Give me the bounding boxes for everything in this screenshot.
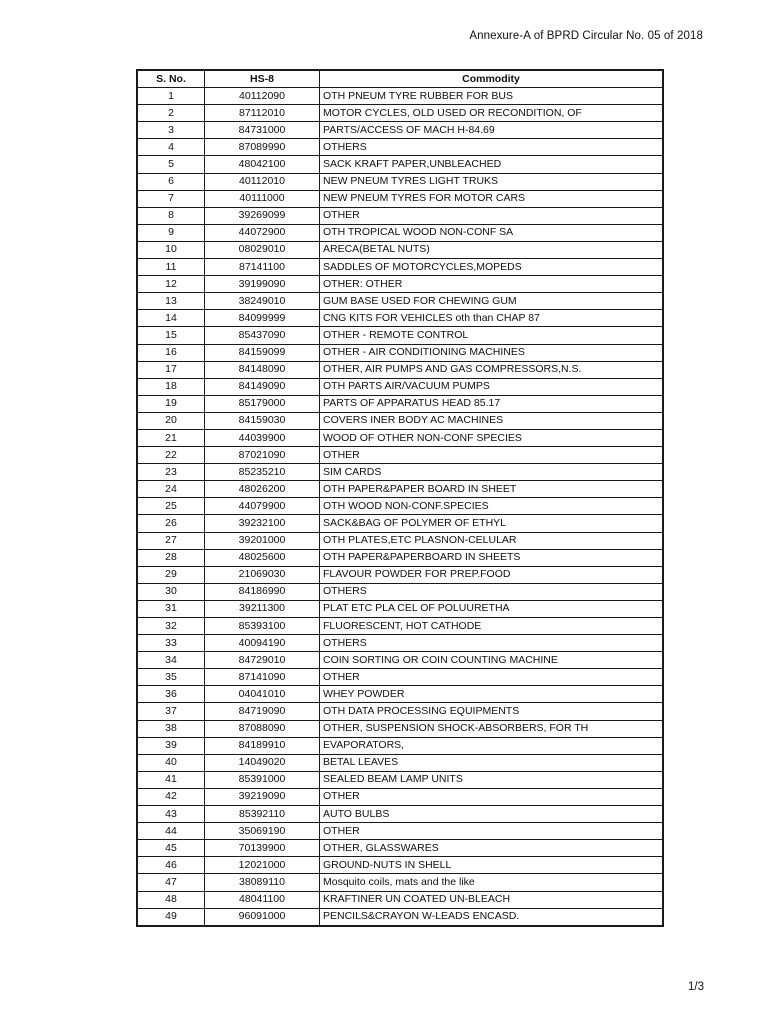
table-row [137, 139, 663, 156]
cell-sno: 3 [137, 122, 205, 139]
cell-sno: 43 [137, 806, 205, 823]
table-row [137, 754, 663, 771]
cell-commodity: PARTS OF APPARATUS HEAD 85.17 [320, 395, 664, 412]
table-row [137, 207, 663, 224]
cell-sno: 37 [137, 703, 205, 720]
cell-hs8: 84159099 [205, 344, 320, 361]
cell-sno: 6 [137, 173, 205, 190]
cell-hs8: 38089110 [205, 874, 320, 891]
cell-hs8: 44072900 [205, 224, 320, 241]
table-row [137, 771, 663, 788]
cell-commodity: FLAVOUR POWDER FOR PREP.FOOD [320, 566, 664, 583]
cell-hs8: 84159030 [205, 412, 320, 429]
cell-sno: 2 [137, 105, 205, 122]
cell-sno: 29 [137, 566, 205, 583]
table-row [137, 566, 663, 583]
cell-commodity: OTH PLATES,ETC PLASNON-CELULAR [320, 532, 664, 549]
cell-hs8: 14049020 [205, 754, 320, 771]
page-number: 1/3 [688, 981, 704, 993]
table-row [137, 122, 663, 139]
cell-sno: 21 [137, 429, 205, 446]
cell-sno: 1 [137, 88, 205, 105]
cell-hs8: 84149090 [205, 378, 320, 395]
cell-hs8: 84189910 [205, 737, 320, 754]
cell-hs8: 85437090 [205, 327, 320, 344]
table-row [137, 600, 663, 617]
table-row [137, 293, 663, 310]
cell-hs8: 48025600 [205, 549, 320, 566]
cell-sno: 28 [137, 549, 205, 566]
cell-hs8: 87088090 [205, 720, 320, 737]
cell-commodity: OTHERS [320, 635, 664, 652]
cell-hs8: 87141100 [205, 259, 320, 276]
cell-sno: 36 [137, 686, 205, 703]
table-row [137, 88, 663, 105]
cell-commodity: OTHER, SUSPENSION SHOCK-ABSORBERS, FOR TH [320, 720, 664, 737]
cell-hs8: 12021000 [205, 857, 320, 874]
table-row [137, 737, 663, 754]
cell-commodity: AUTO BULBS [320, 806, 664, 823]
cell-commodity: FLUORESCENT, HOT CATHODE [320, 618, 664, 635]
cell-commodity: MOTOR CYCLES, OLD USED OR RECONDITION, OF [320, 105, 664, 122]
table-body [137, 88, 663, 926]
cell-sno: 35 [137, 669, 205, 686]
cell-commodity: OTHER, AIR PUMPS AND GAS COMPRESSORS,N.S. [320, 361, 664, 378]
table-row [137, 378, 663, 395]
cell-hs8: 84729010 [205, 652, 320, 669]
cell-commodity: SIM CARDS [320, 464, 664, 481]
table-row [137, 241, 663, 258]
cell-sno: 22 [137, 447, 205, 464]
cell-sno: 14 [137, 310, 205, 327]
header-row [137, 70, 663, 88]
cell-hs8: 38249010 [205, 293, 320, 310]
cell-hs8: 85235210 [205, 464, 320, 481]
table-row [137, 327, 663, 344]
table-row [137, 447, 663, 464]
table-row [137, 703, 663, 720]
cell-commodity: BETAL LEAVES [320, 754, 664, 771]
cell-commodity: PENCILS&CRAYON W-LEADS ENCASD. [320, 908, 664, 926]
table-row [137, 891, 663, 908]
cell-hs8: 35069190 [205, 823, 320, 840]
cell-sno: 26 [137, 515, 205, 532]
cell-hs8: 40112010 [205, 173, 320, 190]
cell-commodity: OTH PARTS AIR/VACUUM PUMPS [320, 378, 664, 395]
cell-commodity: GUM BASE USED FOR CHEWING GUM [320, 293, 664, 310]
table-row [137, 515, 663, 532]
cell-sno: 4 [137, 139, 205, 156]
cell-sno: 18 [137, 378, 205, 395]
cell-commodity: NEW PNEUM TYRES LIGHT TRUKS [320, 173, 664, 190]
cell-hs8: 84731000 [205, 122, 320, 139]
cell-hs8: 85179000 [205, 395, 320, 412]
cell-commodity: ARECA(BETAL NUTS) [320, 241, 664, 258]
cell-sno: 31 [137, 600, 205, 617]
table-row [137, 618, 663, 635]
cell-hs8: 85392110 [205, 806, 320, 823]
cell-hs8: 85393100 [205, 618, 320, 635]
cell-commodity: OTHER [320, 207, 664, 224]
cell-hs8: 87141090 [205, 669, 320, 686]
cell-commodity: OTHERS [320, 139, 664, 156]
cell-sno: 20 [137, 412, 205, 429]
cell-hs8: 48026200 [205, 481, 320, 498]
cell-sno: 30 [137, 583, 205, 600]
cell-commodity: OTHER [320, 669, 664, 686]
cell-sno: 12 [137, 276, 205, 293]
cell-sno: 19 [137, 395, 205, 412]
cell-commodity: KRAFTINER UN COATED UN-BLEACH [320, 891, 664, 908]
cell-commodity: OTHERS [320, 583, 664, 600]
cell-sno: 16 [137, 344, 205, 361]
cell-commodity: SACK&BAG OF POLYMER OF ETHYL [320, 515, 664, 532]
table-row [137, 549, 663, 566]
cell-sno: 27 [137, 532, 205, 549]
cell-commodity: OTH PNEUM TYRE RUBBER FOR BUS [320, 88, 664, 105]
table-header [137, 70, 663, 88]
cell-commodity: OTHER [320, 788, 664, 805]
cell-commodity: NEW PNEUM TYRES FOR MOTOR CARS [320, 190, 664, 207]
cell-hs8: 04041010 [205, 686, 320, 703]
table-row [137, 395, 663, 412]
table-row [137, 788, 663, 805]
table-row [137, 857, 663, 874]
cell-sno: 17 [137, 361, 205, 378]
table-row [137, 105, 663, 122]
table-row [137, 720, 663, 737]
cell-commodity: WOOD OF OTHER NON-CONF SPECIES [320, 429, 664, 446]
cell-commodity: PARTS/ACCESS OF MACH H-84.69 [320, 122, 664, 139]
cell-sno: 48 [137, 891, 205, 908]
cell-sno: 42 [137, 788, 205, 805]
table-row [137, 276, 663, 293]
table-row [137, 908, 663, 926]
cell-hs8: 39219090 [205, 788, 320, 805]
cell-sno: 8 [137, 207, 205, 224]
cell-hs8: 48041100 [205, 891, 320, 908]
cell-commodity: EVAPORATORS, [320, 737, 664, 754]
table-row [137, 429, 663, 446]
cell-hs8: 39211300 [205, 600, 320, 617]
cell-hs8: 87021090 [205, 447, 320, 464]
table-row [137, 669, 663, 686]
cell-sno: 33 [137, 635, 205, 652]
table-row [137, 156, 663, 173]
table-row [137, 686, 663, 703]
cell-hs8: 85391000 [205, 771, 320, 788]
cell-commodity: OTH WOOD NON-CONF.SPECIES [320, 498, 664, 515]
cell-hs8: 84186990 [205, 583, 320, 600]
cell-sno: 7 [137, 190, 205, 207]
table-row [137, 224, 663, 241]
cell-commodity: OTH PAPER&PAPER BOARD IN SHEET [320, 481, 664, 498]
cell-sno: 15 [137, 327, 205, 344]
cell-hs8: 40094190 [205, 635, 320, 652]
cell-commodity: OTH PAPER&PAPERBOARD IN SHEETS [320, 549, 664, 566]
column-header-commodity: Commodity [320, 70, 664, 88]
cell-commodity: SACK KRAFT PAPER,UNBLEACHED [320, 156, 664, 173]
table-row [137, 532, 663, 549]
cell-sno: 13 [137, 293, 205, 310]
cell-sno: 10 [137, 241, 205, 258]
table-row [137, 635, 663, 652]
table-row [137, 583, 663, 600]
cell-sno: 40 [137, 754, 205, 771]
cell-commodity: OTH DATA PROCESSING EQUIPMENTS [320, 703, 664, 720]
cell-sno: 32 [137, 618, 205, 635]
cell-hs8: 39269099 [205, 207, 320, 224]
table-row [137, 823, 663, 840]
table-row [137, 412, 663, 429]
table-row [137, 840, 663, 857]
table-row [137, 344, 663, 361]
cell-sno: 45 [137, 840, 205, 857]
cell-hs8: 08029010 [205, 241, 320, 258]
table-row [137, 464, 663, 481]
cell-sno: 11 [137, 259, 205, 276]
cell-commodity: COVERS INER BODY AC MACHINES [320, 412, 664, 429]
cell-commodity: OTH TROPICAL WOOD NON-CONF SA [320, 224, 664, 241]
table-row [137, 190, 663, 207]
table-row [137, 259, 663, 276]
cell-commodity: GROUND-NUTS IN SHELL [320, 857, 664, 874]
column-header-sno: S. No. [137, 70, 205, 88]
cell-sno: 49 [137, 908, 205, 926]
cell-sno: 25 [137, 498, 205, 515]
cell-hs8: 84099999 [205, 310, 320, 327]
cell-hs8: 84719090 [205, 703, 320, 720]
cell-hs8: 44079900 [205, 498, 320, 515]
document-header: Annexure-A of BPRD Circular No. 05 of 2018 [469, 30, 703, 42]
cell-hs8: 87112010 [205, 105, 320, 122]
cell-commodity: WHEY POWDER [320, 686, 664, 703]
cell-sno: 5 [137, 156, 205, 173]
cell-hs8: 39201000 [205, 532, 320, 549]
cell-hs8: 48042100 [205, 156, 320, 173]
cell-hs8: 96091000 [205, 908, 320, 926]
cell-sno: 24 [137, 481, 205, 498]
table-row [137, 874, 663, 891]
cell-commodity: OTHER - AIR CONDITIONING MACHINES [320, 344, 664, 361]
cell-commodity: COIN SORTING OR COIN COUNTING MACHINE [320, 652, 664, 669]
cell-commodity: OTHER, GLASSWARES [320, 840, 664, 857]
cell-commodity: OTHER - REMOTE CONTROL [320, 327, 664, 344]
cell-hs8: 70139900 [205, 840, 320, 857]
cell-commodity: OTHER: OTHER [320, 276, 664, 293]
cell-sno: 34 [137, 652, 205, 669]
table-row [137, 498, 663, 515]
cell-commodity: OTHER [320, 823, 664, 840]
column-header-hs8: HS-8 [205, 70, 320, 88]
cell-commodity: PLAT ETC PLA CEL OF POLUURETHA [320, 600, 664, 617]
cell-hs8: 39232100 [205, 515, 320, 532]
cell-hs8: 40111000 [205, 190, 320, 207]
cell-sno: 44 [137, 823, 205, 840]
table-row [137, 481, 663, 498]
cell-sno: 41 [137, 771, 205, 788]
cell-sno: 39 [137, 737, 205, 754]
cell-sno: 9 [137, 224, 205, 241]
table-row [137, 652, 663, 669]
cell-hs8: 44039900 [205, 429, 320, 446]
cell-hs8: 39199090 [205, 276, 320, 293]
table-row [137, 361, 663, 378]
cell-commodity: CNG KITS FOR VEHICLES oth than CHAP 87 [320, 310, 664, 327]
table-row [137, 806, 663, 823]
cell-sno: 47 [137, 874, 205, 891]
cell-hs8: 87089990 [205, 139, 320, 156]
cell-commodity: OTHER [320, 447, 664, 464]
table-row [137, 310, 663, 327]
cell-hs8: 84148090 [205, 361, 320, 378]
cell-hs8: 40112090 [205, 88, 320, 105]
cell-commodity: Mosquito coils, mats and the like [320, 874, 664, 891]
table-row [137, 173, 663, 190]
cell-commodity: SADDLES OF MOTORCYCLES,MOPEDS [320, 259, 664, 276]
cell-sno: 46 [137, 857, 205, 874]
commodity-table [136, 69, 664, 927]
cell-sno: 23 [137, 464, 205, 481]
cell-commodity: SEALED BEAM LAMP UNITS [320, 771, 664, 788]
cell-hs8: 21069030 [205, 566, 320, 583]
cell-sno: 38 [137, 720, 205, 737]
